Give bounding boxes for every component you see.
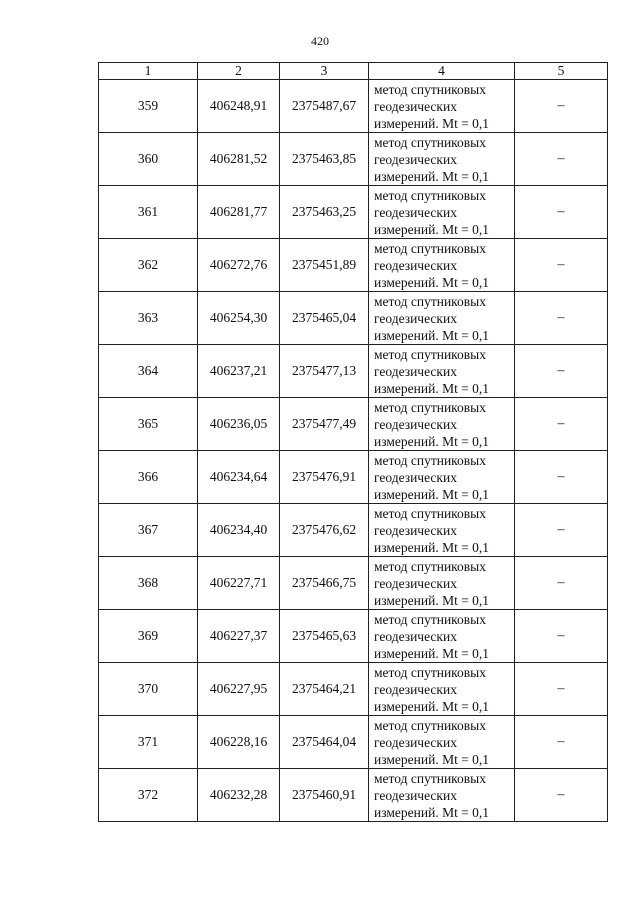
- table-row: [99, 663, 608, 716]
- method-line: геодезических: [374, 98, 457, 114]
- method-line: геодезических: [374, 681, 457, 697]
- point-number: 364: [99, 345, 198, 398]
- method-line: геодезических: [374, 310, 457, 326]
- point-number: 367: [99, 504, 198, 557]
- empty-mark: –: [515, 345, 608, 398]
- coordinate-x: 406234,64: [198, 451, 280, 504]
- column-header-1: 1: [99, 63, 198, 80]
- coordinate-x: 406281,77: [198, 186, 280, 239]
- table-row: [99, 451, 608, 504]
- point-number: 371: [99, 716, 198, 769]
- method-line: геодезических: [374, 469, 457, 485]
- method-line: метод спутниковых: [374, 81, 486, 97]
- column-header-5: 5: [515, 63, 608, 80]
- method-line: геодезических: [374, 416, 457, 432]
- coordinate-y: 2375463,25: [280, 186, 369, 239]
- method-line: метод спутниковых: [374, 187, 486, 203]
- method-cell: [369, 716, 515, 769]
- method-cell: [369, 133, 515, 186]
- method-line: измерений. Mt = 0,1: [374, 221, 490, 237]
- coordinate-x: 406248,91: [198, 80, 280, 133]
- method-cell: [369, 769, 515, 822]
- empty-mark: –: [515, 186, 608, 239]
- coordinate-y: 2375476,91: [280, 451, 369, 504]
- point-number: 369: [99, 610, 198, 663]
- method-cell: [369, 451, 515, 504]
- method-line: измерений. Mt = 0,1: [374, 327, 490, 343]
- empty-mark: –: [515, 80, 608, 133]
- coordinate-y: 2375487,67: [280, 80, 369, 133]
- method-line: измерений. Mt = 0,1: [374, 486, 490, 502]
- method-line: геодезических: [374, 257, 457, 273]
- coordinates-table: [98, 62, 608, 822]
- table-row: [99, 292, 608, 345]
- empty-mark: –: [515, 557, 608, 610]
- point-number: 368: [99, 557, 198, 610]
- coordinate-x: 406237,21: [198, 345, 280, 398]
- empty-mark: –: [515, 239, 608, 292]
- method-line: метод спутниковых: [374, 346, 486, 362]
- coordinate-x: 406228,16: [198, 716, 280, 769]
- table-row: [99, 239, 608, 292]
- coordinate-y: 2375477,13: [280, 345, 369, 398]
- method-line: геодезических: [374, 787, 457, 803]
- method-line: измерений. Mt = 0,1: [374, 115, 490, 131]
- table-row: [99, 80, 608, 133]
- coordinate-y: 2375463,85: [280, 133, 369, 186]
- method-cell: [369, 398, 515, 451]
- column-header-4: 4: [369, 63, 515, 80]
- table-row: [99, 345, 608, 398]
- table-row: [99, 133, 608, 186]
- coordinate-x: 406227,71: [198, 557, 280, 610]
- method-cell: [369, 80, 515, 133]
- method-line: метод спутниковых: [374, 664, 486, 680]
- table-row: [99, 557, 608, 610]
- table-row: [99, 504, 608, 557]
- method-line: геодезических: [374, 575, 457, 591]
- point-number: 360: [99, 133, 198, 186]
- coordinate-y: 2375465,63: [280, 610, 369, 663]
- method-line: метод спутниковых: [374, 558, 486, 574]
- method-line: геодезических: [374, 522, 457, 538]
- method-line: измерений. Mt = 0,1: [374, 168, 490, 184]
- method-line: геодезических: [374, 734, 457, 750]
- point-number: 363: [99, 292, 198, 345]
- empty-mark: –: [515, 451, 608, 504]
- method-line: метод спутниковых: [374, 240, 486, 256]
- empty-mark: –: [515, 610, 608, 663]
- method-cell: [369, 292, 515, 345]
- coordinate-x: 406236,05: [198, 398, 280, 451]
- method-line: измерений. Mt = 0,1: [374, 698, 490, 714]
- method-cell: [369, 663, 515, 716]
- method-line: метод спутниковых: [374, 505, 486, 521]
- coordinate-x: 406232,28: [198, 769, 280, 822]
- table-body: [99, 80, 608, 822]
- method-line: метод спутниковых: [374, 134, 486, 150]
- method-line: измерений. Mt = 0,1: [374, 804, 490, 820]
- method-line: измерений. Mt = 0,1: [374, 539, 490, 555]
- column-header-3: 3: [280, 63, 369, 80]
- coordinate-x: 406227,95: [198, 663, 280, 716]
- empty-mark: –: [515, 133, 608, 186]
- method-line: геодезических: [374, 151, 457, 167]
- method-line: геодезических: [374, 204, 457, 220]
- point-number: 370: [99, 663, 198, 716]
- coordinate-y: 2375465,04: [280, 292, 369, 345]
- coordinate-y: 2375464,21: [280, 663, 369, 716]
- method-line: метод спутниковых: [374, 611, 486, 627]
- coordinate-x: 406272,76: [198, 239, 280, 292]
- table-row: [99, 716, 608, 769]
- method-line: метод спутниковых: [374, 399, 486, 415]
- method-line: измерений. Mt = 0,1: [374, 592, 490, 608]
- method-line: измерений. Mt = 0,1: [374, 645, 490, 661]
- method-line: метод спутниковых: [374, 452, 486, 468]
- table-row: [99, 186, 608, 239]
- coordinate-y: 2375466,75: [280, 557, 369, 610]
- coordinate-x: 406234,40: [198, 504, 280, 557]
- method-cell: [369, 610, 515, 663]
- method-line: метод спутниковых: [374, 293, 486, 309]
- point-number: 361: [99, 186, 198, 239]
- coordinate-y: 2375464,04: [280, 716, 369, 769]
- method-cell: [369, 504, 515, 557]
- method-cell: [369, 239, 515, 292]
- point-number: 366: [99, 451, 198, 504]
- method-cell: [369, 557, 515, 610]
- method-line: метод спутниковых: [374, 770, 486, 786]
- empty-mark: –: [515, 716, 608, 769]
- coordinate-x: 406254,30: [198, 292, 280, 345]
- point-number: 362: [99, 239, 198, 292]
- empty-mark: –: [515, 769, 608, 822]
- coordinate-y: 2375477,49: [280, 398, 369, 451]
- method-line: геодезических: [374, 363, 457, 379]
- coordinate-x: 406281,52: [198, 133, 280, 186]
- header-row: [99, 63, 608, 80]
- coordinate-y: 2375476,62: [280, 504, 369, 557]
- empty-mark: –: [515, 292, 608, 345]
- empty-mark: –: [515, 504, 608, 557]
- page-number: 420: [311, 34, 329, 48]
- point-number: 365: [99, 398, 198, 451]
- empty-mark: –: [515, 663, 608, 716]
- coordinate-y: 2375451,89: [280, 239, 369, 292]
- method-cell: [369, 186, 515, 239]
- point-number: 359: [99, 80, 198, 133]
- empty-mark: –: [515, 398, 608, 451]
- method-cell: [369, 345, 515, 398]
- coordinate-x: 406227,37: [198, 610, 280, 663]
- method-line: геодезических: [374, 628, 457, 644]
- method-line: измерений. Mt = 0,1: [374, 751, 490, 767]
- method-line: метод спутниковых: [374, 717, 486, 733]
- table-row: [99, 398, 608, 451]
- table-row: [99, 610, 608, 663]
- method-line: измерений. Mt = 0,1: [374, 380, 490, 396]
- point-number: 372: [99, 769, 198, 822]
- method-line: измерений. Mt = 0,1: [374, 274, 490, 290]
- table-row: [99, 769, 608, 822]
- method-line: измерений. Mt = 0,1: [374, 433, 490, 449]
- coordinate-y: 2375460,91: [280, 769, 369, 822]
- column-header-2: 2: [198, 63, 280, 80]
